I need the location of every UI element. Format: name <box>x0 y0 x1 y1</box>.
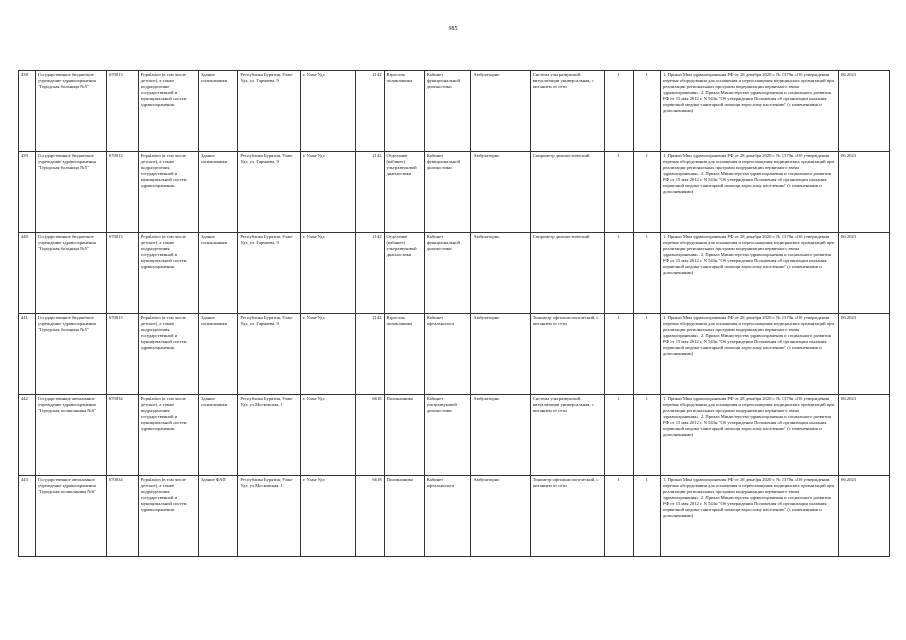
cell-room-name: Кабинет офтальмолога <box>424 476 471 557</box>
cell-legal-basis: 1. Приказ Мин здравоохранения РФ от 28 декабря 2020 г. № 1379н «Об утверждении перечня оборудования для оснащения и переоснащения медицинских организаций при реализации региональных программ модернизации первичного звена здравоохранения». 2. Приказ Министерства здравоохранения и социального развития РФ от 15 мая 2012 г. N 543н "Об утверждении Положения об организации оказания первичной медико-санитарной помощи взрослому населению" (с изменениями и дополнениями) <box>661 476 839 557</box>
cell-row-number: 439 <box>19 152 36 233</box>
cell-address: Республика Бурятия, Улан-Удэ, ул.Московская, 1 <box>238 476 301 557</box>
cell-population-description: Population (в том числе детское), а также подразделение государственной и муниципальной систем здравоохранения. <box>138 71 198 152</box>
cell-organization-name: Государственное бюджетное учреждение здравоохранения "Городская больница №5" <box>35 71 106 152</box>
cell-population-description: Population (в том числе детское), а также подразделения государственной и муниципальной систем здравоохранения. <box>138 152 198 233</box>
cell-postal-index: 670013 <box>106 314 138 395</box>
cell-population-count: 6618 <box>355 395 384 476</box>
cell-building-name: Здание поликлиники <box>199 395 238 476</box>
cell-delivery-date: 06.2023 <box>839 71 890 152</box>
cell-room-name: Кабинет функциональной диагностики <box>424 71 471 152</box>
page-number: 985 <box>448 26 458 32</box>
cell-unit-name: Отделение (кабинет) ультразвуковой диагностики <box>384 152 424 233</box>
cell-organization-name: Государственное автономное учреждение здравоохранения "Городская поликлиника №6" <box>35 395 106 476</box>
cell-quantity-planned: 1 <box>604 233 633 314</box>
equipment-register-table <box>18 70 890 557</box>
cell-postal-index: 670013 <box>106 233 138 314</box>
cell-population-count: 2142 <box>355 314 384 395</box>
cell-quantity-required: 1 <box>633 152 661 233</box>
cell-equipment-name: Спирометр диагностический <box>530 152 604 233</box>
cell-address: Республика Бурятия, Улан-Удэ, ул.Московская, 1 <box>238 395 301 476</box>
cell-quantity-planned: 1 <box>604 314 633 395</box>
cell-legal-basis: 1. Приказ Мин здравоохранения РФ от 28 декабря 2020 г. № 1379н «Об утверждении перечня оборудования для оснащения и переоснащения медицинских организаций при реализации региональных программ модернизации первичного звена здравоохранения». 2. Приказ Министерства здравоохранения и социального развития РФ от 15 мая 2012 г. N 543н "Об утверждении Положения об организации оказания первичной медико-санитарной помощи взрослому населению" (с изменениями и дополнениями) <box>661 314 839 395</box>
cell-address: Республика Бурятия, Улан-Удэ, ул. Гармаева, 9 <box>238 233 301 314</box>
cell-unit-name: Взрослая поликлиника <box>384 314 424 395</box>
cell-equipment-name: Тонометр офтальмологический, с питанием от сети <box>530 476 604 557</box>
cell-building-name: Здание поликлиники <box>199 71 238 152</box>
cell-organization-name: Государственное автономное учреждение здравоохранения "Городская поликлиника №6" <box>35 476 106 557</box>
cell-city: г. Улан-Удэ <box>300 476 355 557</box>
cell-room-name: Кабинет функциональной диагностики <box>424 152 471 233</box>
cell-population-description: Population (в том числе детское), а также подразделения государственной и муниципальной систем здравоохранения. <box>138 314 198 395</box>
cell-room-name: Кабинет функциональной диагностики <box>424 233 471 314</box>
cell-population-count: 2142 <box>355 152 384 233</box>
cell-building-name: Здание поликлиники <box>199 314 238 395</box>
cell-equipment-name: Система ультразвуковой визуализации универсальная, с питанием от сети <box>530 71 604 152</box>
cell-organization-name: Государственное бюджетное учреждение здравоохранения "Городская больница №5" <box>35 152 106 233</box>
cell-population-description: Population (в том числе детское), а также подразделения государственной и муниципальной систем здравоохранения. <box>138 476 198 557</box>
cell-city: г. Улан-Удэ <box>300 71 355 152</box>
cell-delivery-date: 06.2023 <box>839 395 890 476</box>
cell-row-number: 438 <box>19 71 36 152</box>
cell-quantity-planned: 1 <box>604 476 633 557</box>
cell-room-name: Кабинет офтальмолога <box>424 314 471 395</box>
cell-delivery-date: 06.2023 <box>839 476 890 557</box>
cell-quantity-planned: 1 <box>604 71 633 152</box>
cell-population-count: 2142 <box>355 71 384 152</box>
cell-organization-name: Государственное бюджетное учреждение здравоохранения "Городская больница №5" <box>35 314 106 395</box>
cell-equipment-name: Тонометр офтальмологический, с питанием от сети <box>530 314 604 395</box>
cell-unit-name: Отделение (кабинет) ультразвуковой диагностики <box>384 233 424 314</box>
cell-quantity-required: 1 <box>633 476 661 557</box>
table-row <box>19 395 890 476</box>
cell-care-mode: Амбулаторно <box>471 152 530 233</box>
cell-unit-name: Поликлиника <box>384 395 424 476</box>
cell-delivery-date: 06.2023 <box>839 314 890 395</box>
cell-care-mode: Амбулаторно <box>471 314 530 395</box>
cell-address: Республика Бурятия, Улан-Удэ, ул. Гармаева, 9 <box>238 314 301 395</box>
table-row <box>19 233 890 314</box>
cell-legal-basis: 1. Приказ Мин здравоохранения РФ от 28 декабря 2020 г. № 1379н «Об утверждении перечня оборудования для оснащения и переоснащения медицинских организаций при реализации региональных программ модернизации первичного звена здравоохранения». 2. Приказ Министерства здравоохранения и социального развития РФ от 15 мая 2012 г. N 543н "Об утверждении Положения об организации оказания первичной медико-санитарной помощи взрослому населению" (с изменениями и дополнениями) <box>661 152 839 233</box>
cell-unit-name: Взрослая поликлиника <box>384 71 424 152</box>
cell-population-count: 2142 <box>355 233 384 314</box>
cell-building-name: Здание ФАП <box>199 476 238 557</box>
cell-delivery-date: 06.2023 <box>839 152 890 233</box>
cell-room-name: Кабинет ультразвуковой диагностики <box>424 395 471 476</box>
cell-postal-index: 670034 <box>106 476 138 557</box>
cell-care-mode: Амбулаторно <box>471 476 530 557</box>
cell-quantity-required: 1 <box>633 395 661 476</box>
cell-building-name: Здание поликлиники <box>199 233 238 314</box>
cell-postal-index: 670013 <box>106 152 138 233</box>
cell-care-mode: Амбулаторно <box>471 233 530 314</box>
cell-address: Республика Бурятия, Улан-Удэ, ул. Гармаева, 9 <box>238 152 301 233</box>
table-row <box>19 71 890 152</box>
cell-equipment-name: Спирометр диагностический <box>530 233 604 314</box>
table-row <box>19 314 890 395</box>
cell-legal-basis: 1. Приказ Мин здравоохранения РФ от 28 декабря 2020 г. № 1379н «Об утверждении перечня оборудования для оснащения и переоснащения медицинских организаций при реализации региональных программ модернизации первичного звена здравоохранения». 2. Приказ Министерства здравоохранения и социального развития РФ от 15 мая 2012 г. N 543н "Об утверждении Положения об организации оказания первичной медико-санитарной помощи взрослому населению" (с изменениями и дополнениями) <box>661 71 839 152</box>
cell-row-number: 441 <box>19 314 36 395</box>
cell-postal-index: 670013 <box>106 71 138 152</box>
table-row <box>19 152 890 233</box>
cell-organization-name: Государственное бюджетное учреждение здравоохранения "Городская больница №5" <box>35 233 106 314</box>
cell-city: г. Улан-Удэ <box>300 152 355 233</box>
cell-population-count: 6618 <box>355 476 384 557</box>
cell-equipment-name: Система ультразвуковой визуализации универсальная, с питанием от сети <box>530 395 604 476</box>
cell-row-number: 440 <box>19 233 36 314</box>
cell-postal-index: 670034 <box>106 395 138 476</box>
cell-city: г. Улан-Удэ <box>300 314 355 395</box>
cell-building-name: Здание поликлиники <box>199 152 238 233</box>
cell-legal-basis: 1. Приказ Мин здравоохранения РФ от 28 декабря 2020 г. № 1379н «Об утверждении перечня оборудования для оснащения и переоснащения медицинских организаций при реализации региональных программ модернизации первичного звена здравоохранения». 2. Приказ Министерства здравоохранения и социального развития РФ от 15 мая 2012 г. N 543н "Об утверждении Положения об организации оказания первичной медико-санитарной помощи взрослому населению" (с изменениями и дополнениями) <box>661 395 839 476</box>
cell-city: г. Улан-Удэ <box>300 395 355 476</box>
cell-delivery-date: 06.2023 <box>839 233 890 314</box>
table-row <box>19 476 890 557</box>
cell-address: Республика Бурятия, Улан-Удэ, ул. Гармаева, 9 <box>238 71 301 152</box>
cell-legal-basis: 1. Приказ Мин здравоохранения РФ от 28 декабря 2020 г. № 1379н «Об утверждении перечня оборудования для оснащения и переоснащения медицинских организаций при реализации региональных программ модернизации первичного звена здравоохранения». 2. Приказ Министерства здравоохранения и социального развития РФ от 15 мая 2012 г. N 543н "Об утверждении Положения об организации оказания первичной медико-санитарной помощи взрослому населению" (с изменениями и дополнениями) <box>661 233 839 314</box>
cell-quantity-required: 1 <box>633 71 661 152</box>
cell-population-description: Population (в том числе детское), а также подразделения государственной и муниципальной систем здравоохранения. <box>138 233 198 314</box>
cell-row-number: 443 <box>19 476 36 557</box>
cell-quantity-required: 1 <box>633 233 661 314</box>
cell-row-number: 442 <box>19 395 36 476</box>
cell-city: г. Улан-Удэ <box>300 233 355 314</box>
cell-quantity-required: 1 <box>633 314 661 395</box>
cell-quantity-planned: 1 <box>604 395 633 476</box>
cell-care-mode: Амбулаторно <box>471 71 530 152</box>
cell-population-description: Population (в том числе детское), а также подразделения государственной и муниципальной систем здравоохранения. <box>138 395 198 476</box>
cell-unit-name: Поликлиника <box>384 476 424 557</box>
cell-care-mode: Амбулаторно <box>471 395 530 476</box>
cell-quantity-planned: 1 <box>604 152 633 233</box>
